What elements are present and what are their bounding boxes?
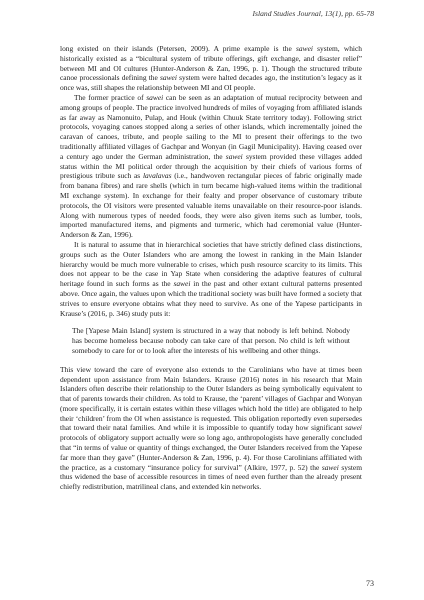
italic-term: sawei [146, 92, 164, 102]
body-text [60, 44, 362, 492]
paragraph-3: It is natural to assume that in hierarchical societies that have strictly defined class distinctions, groups such as the Outer Islanders who are among the lowest in ranking in the Main Islander hierarchy would be much more vulnerable to crises, which push resource scarcity to its limits. This does not appear to be the case in Yap State when considering the adaptive features of cultural heritage found in such forms as the sawei in the past and other extant cultural patterns presented above. Once again, the values upon which the traditional society was built have formed a society that strives to ensure everyone obtains what they need to survive. As one of the Yapese participants in Krause’s (2016, p. 346) study puts it: [60, 239, 362, 318]
italic-term: sawei [159, 73, 177, 83]
paragraph-1: long existed on their islands (Petersen, 2009). A prime example is the sawei system, which historically existed as a “bicultural system of tribute offerings, gift exchange, and disaster relief” between MI and OI cultures (Hunter-Anderson & Zan, 1996, p. 1). Though the structured tribute canoe processionals defining the sawei system were halted decades ago, the institution’s legacy as it once was, still shapes the relationship between MI and OI people. [60, 44, 362, 93]
italic-term: sawei [321, 462, 339, 472]
paragraph-4: This view toward the care of everyone also extends to the Carolinians who have at times been dependent upon assistance from Main Islanders. Krause (2016) notes in his research that Main Islanders often describe their relationship to the Outer Islanders as being symbolically equivalent to that of parents towards their children. As told to Krause, the ‘parent’ villages of Gachpar and Wonyan (more specifically, it is certain estates within these villages which hold the title) are obligated to help their ‘children’ from the OI when assistance is requested. This obligation reportedly even supersedes that toward their natal families. And while it is impossible to quantify today how significant sawei protocols of obligatory support actually were so long ago, anthropologists have generally concluded that “in terms of value or quantity of things exchanged, the Outer Islanders received from the Yapese far more than they gave” (Hunter-Anderson & Zan, 1996, p. 4). For those Carolinians affiliated with the practice, as a customary “insurance policy for survival” (Alkire, 1977, p. 52) the sawei system thus widened the base of accessible resources in times of need even further than the already present chiefly redistribution, matrilineal clans, and extended kin networks. [60, 364, 362, 492]
italic-term: sawei [225, 151, 243, 161]
running-header: Island Studies Journal, 13(1), pp. 65-78 [252, 9, 374, 18]
italic-term: sawei [345, 423, 362, 433]
italic-term: lavalavas [142, 171, 172, 181]
italic-term: sawei [296, 44, 313, 53]
italic-term: sawei [173, 279, 191, 289]
page-number: 73 [366, 579, 374, 588]
block-quote: The [Yapese Main Island] system is structured in a way that nobody is left behind. Nobody has become homeless because nobody can take care of that person. No child is left without somebody to care for or to look after the interests of his wellbeing and other things. [72, 326, 350, 355]
paragraph-2: The former practice of sawei can be seen as an adaptation of mutual reciprocity between and among groups of people. The practice involved hundreds of miles of voyaging from affiliated islands as far away as Namonuito, Pulap, and Houk (within Chuuk State territory today). Following strict protocols, voyaging canoes stopped along a series of other islands, which incrementally joined the caravan of canoes, tribute, and people sailing to the MI to present their offerings to the two traditionally affiliated villages of Gachpar and Wonyan (in Gagil Municipality). Having ceased over a century ago under the German administration, the sawei system provided these villages added status within the MI political order through the acquisition by their chiefs of various forms of prestigious tribute such as lavalavas (i.e., handwoven rectangular pieces of fabric originally made from banana fibres) and rare shells (which in turn became high-valued items within the traditional MI exchange system). In exchange for their fealty and proper observance of customary tribute protocols, the OI visitors were presented valuable items unavailable on their resource-poor islands. Along with numerous types of needed foods, they were also given items such as lumber, tools, imported manufactured items, and pigments and turmeric, which had ceremonial value (Hunter-Anderson & Zan, 1996). [60, 92, 362, 240]
